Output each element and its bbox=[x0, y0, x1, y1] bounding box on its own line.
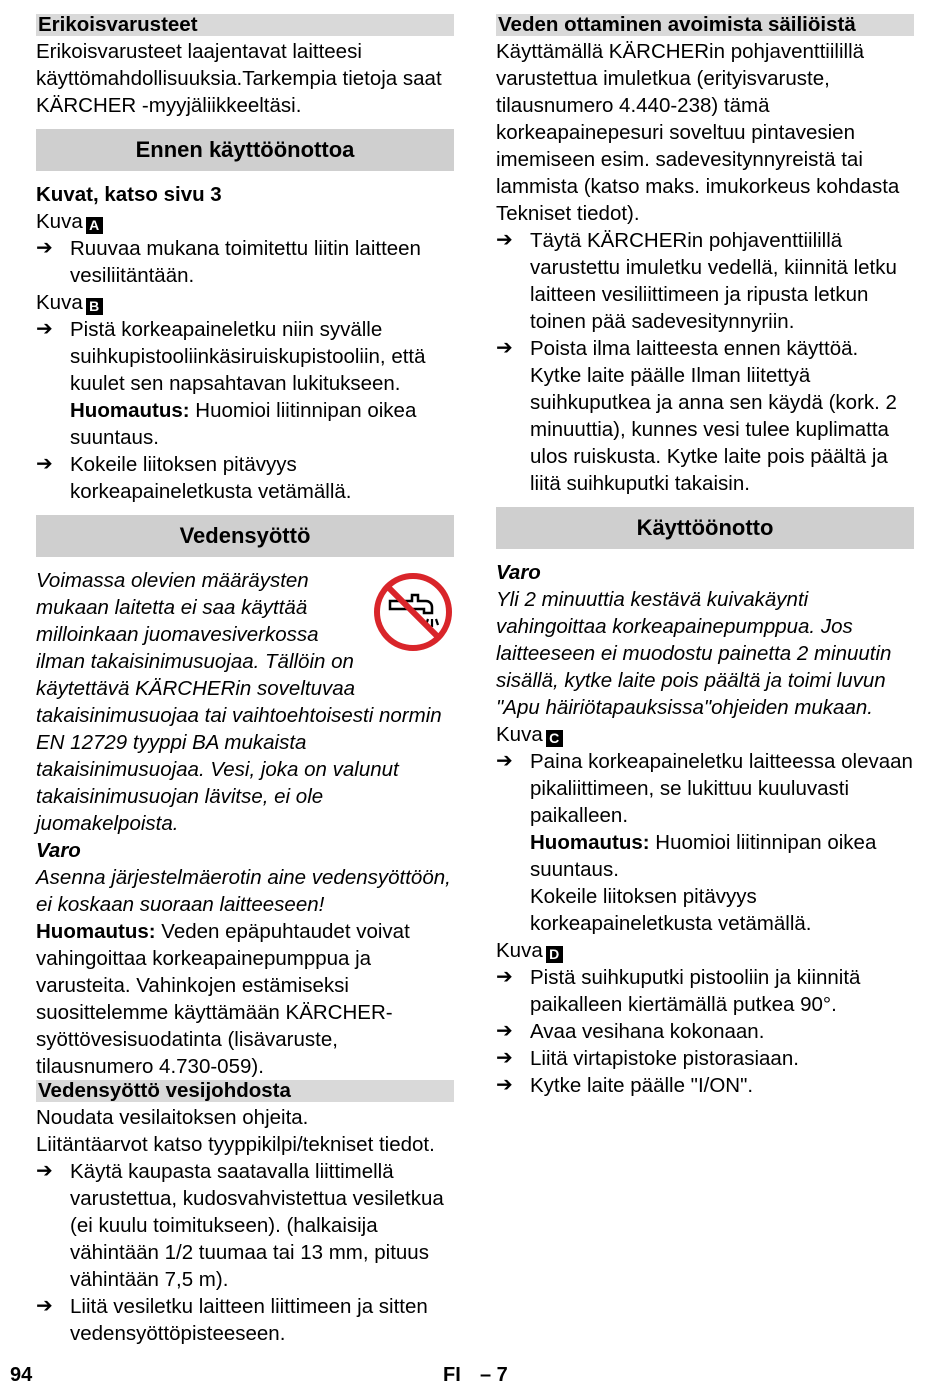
caution-label: Varo bbox=[36, 839, 81, 862]
step-text: Kokeile liitoksen pitävyys korkeapaineletkusta vetämällä. bbox=[70, 453, 352, 503]
note-label: Huomautus: bbox=[530, 831, 650, 854]
figure-label: Kuva bbox=[496, 723, 543, 746]
note bbox=[530, 829, 914, 883]
kayttoonotto-heading: Käyttöönotto bbox=[496, 507, 914, 549]
figure-b-reference bbox=[36, 289, 454, 316]
right-column bbox=[496, 14, 914, 1099]
note-label: Huomautus: bbox=[70, 399, 190, 422]
list-item bbox=[36, 451, 454, 505]
arrow-icon: ➔ bbox=[496, 1047, 513, 1069]
vesijohdosta-title: Vedensyöttö vesijohdosta bbox=[36, 1080, 454, 1102]
list-item bbox=[496, 748, 914, 937]
list-item bbox=[496, 1072, 914, 1099]
images-reference: Kuvat, katso sivu 3 bbox=[36, 183, 222, 206]
figure-a-reference bbox=[36, 208, 454, 235]
footer-section: FI bbox=[443, 1364, 461, 1386]
figure-c-badge: C bbox=[546, 730, 563, 747]
no-drinking-water-icon bbox=[372, 571, 454, 653]
arrow-icon: ➔ bbox=[496, 966, 513, 988]
list-item bbox=[36, 235, 454, 289]
note-text: Huomioi liitinnipan oikea suuntaus. bbox=[70, 399, 417, 449]
figure-label: Kuva bbox=[36, 291, 83, 314]
note-label: Huomautus: bbox=[36, 920, 156, 943]
step-text: Liitä vesiletku laitteen liittimeen ja sitten vedensyöttöpisteeseen. bbox=[70, 1295, 428, 1345]
arrow-icon: ➔ bbox=[496, 337, 513, 359]
step-text: Pistä suihkuputki pistooliin ja kiinnitä paikalleen kiertämällä putkea 90°. bbox=[530, 966, 861, 1016]
arrow-icon: ➔ bbox=[496, 1074, 513, 1096]
figure-label: Kuva bbox=[496, 939, 543, 962]
erikoisvarusteet-title: Erikoisvarusteet bbox=[36, 14, 454, 36]
caution-text: Asenna järjestelmäerotin aine vedensyöttöön, ei koskaan suoraan laitteeseen! bbox=[36, 866, 451, 916]
step-text: Pistä korkeapaineletku niin syvälle suihkupistooliinkäsiruiskupistooliin, että kuulet sen napsahtavan lukitukseen. bbox=[70, 318, 426, 395]
paragraph: Liitäntäarvot katso tyyppikilpi/tekniset tiedot. bbox=[36, 1133, 435, 1156]
erikoisvarusteet-text: Erikoisvarusteet laajentavat laitteesi käyttömahdollisuuksia.Tarkempia tietoja saat KÄRCHER -myyjäliikkeeltäsi. bbox=[36, 40, 442, 117]
arrow-icon: ➔ bbox=[36, 453, 53, 475]
arrow-icon: ➔ bbox=[36, 318, 53, 340]
figure-c-reference bbox=[496, 721, 914, 748]
step-text: Kytke laite päälle "I/ON". bbox=[530, 1074, 754, 1097]
list-item bbox=[36, 1293, 454, 1347]
list-item bbox=[36, 1158, 454, 1293]
vedensyotto-heading: Vedensyöttö bbox=[36, 515, 454, 557]
list-item bbox=[496, 1045, 914, 1072]
list-item bbox=[496, 964, 914, 1018]
step-text: Avaa vesihana kokonaan. bbox=[530, 1020, 765, 1043]
ennen-heading: Ennen käyttöönottoa bbox=[36, 129, 454, 171]
figure-label: Kuva bbox=[36, 210, 83, 233]
step-text: Käytä kaupasta saatavalla liittimellä varustettua, kudosvahvistettua vesiletkua (ei kuulu toimitukseen). (halkaisija vähintään 1/2 tuumaa tai 13 mm, pituus vähintään 7,5 m). bbox=[70, 1160, 444, 1291]
step-text: Liitä virtapistoke pistorasiaan. bbox=[530, 1047, 799, 1070]
vedensyotto-warning: Voimassa olevien määräysten mukaan laitetta ei saa käyttää milloinkaan juomavesiverkossa ilman takaisinimusuojaa. Tällöin on käytettävä KÄRCHERin soveltuvaa takaisinimusuojaa tai vaihtoehtoisesti normin EN 12729 tyyppi BA mukaista takaisinimusuojaa. Vesi, joka on valunut takaisinimusuojan lävitse, ei ole juomakelpoista. bbox=[36, 569, 442, 835]
note bbox=[70, 397, 454, 451]
figure-d-badge: D bbox=[546, 946, 563, 963]
arrow-icon: ➔ bbox=[36, 237, 53, 259]
list-item bbox=[496, 227, 914, 335]
note-text: Huomioi liitinnipan oikea suuntaus. bbox=[530, 831, 877, 881]
page-number: 94 bbox=[10, 1364, 33, 1386]
paragraph: Noudata vesilaitoksen ohjeita. bbox=[36, 1106, 309, 1129]
note bbox=[36, 918, 454, 1080]
caution-label: Varo bbox=[496, 561, 541, 584]
list-item bbox=[36, 316, 454, 451]
arrow-icon: ➔ bbox=[496, 1020, 513, 1042]
avoimista-title: Veden ottaminen avoimista säiliöistä bbox=[496, 14, 914, 36]
note-2: Kokeile liitoksen pitävyys korkeapaineletkusta vetämällä. bbox=[530, 885, 812, 935]
list-item bbox=[496, 335, 914, 497]
step-text: Täytä KÄRCHERin pohjaventtiilillä varustettu imuletku vedellä, kiinnitä letku laitteen vesiliittimeen ja ripusta letkun toinen pää sadevesitynnyriin. bbox=[530, 229, 897, 333]
step-text: Ruuvaa mukana toimitettu liitin laitteen vesiliitäntään. bbox=[70, 237, 421, 287]
footer-sub-page: – 7 bbox=[480, 1364, 508, 1386]
list-item bbox=[496, 1018, 914, 1045]
step-text: Paina korkeapaineletku laitteessa olevaan pikaliittimeen, se lukittuu kuuluvasti paikalleen. bbox=[530, 750, 913, 827]
arrow-icon: ➔ bbox=[36, 1295, 53, 1317]
arrow-icon: ➔ bbox=[496, 229, 513, 251]
caution-text: Yli 2 minuuttia kestävä kuivakäynti vahingoittaa korkeapainepumppua. Jos laitteeseen ei muodostu painetta 2 minuutin sisällä, kytke laite pois päältä ja toimi luvun "Apu häiriötapauksissa"ohjeiden mukaan. bbox=[496, 588, 892, 719]
figure-b-badge: B bbox=[86, 298, 103, 315]
note-text: Veden epäpuhtaudet voivat vahingoittaa korkeapainepumppua ja varusteita. Vahinkojen estämiseksi suosittelemme käyttämään KÄRCHER-syöttövesisuodatinta (lisävaruste, tilausnumero 4.730-059). bbox=[36, 920, 410, 1078]
avoimista-text: Käyttämällä KÄRCHERin pohjaventtiilillä varustettua imuletkua (erityisvaruste, tilausnumero 4.440-238) tämä korkeapainepesuri soveltuu pintavesien imemiseen esim. sadevesitynnyreistä tai lammista (katso maks. imukorkeus kohdasta Tekniset tiedot). bbox=[496, 40, 900, 225]
arrow-icon: ➔ bbox=[36, 1160, 53, 1182]
figure-a-badge: A bbox=[86, 217, 103, 234]
arrow-icon: ➔ bbox=[496, 750, 513, 772]
left-column bbox=[36, 14, 454, 1347]
step-text: Poista ilma laitteesta ennen käyttöä. Kytke laite päälle Ilman liitettyä suihkuputkea ja anna sen käydä (kork. 2 minuuttia), kunnes vesi tulee kuplimatta ulos ruiskusta. Kytke laite pois päältä ja liitä suihkuputki takaisin. bbox=[530, 337, 897, 495]
figure-d-reference bbox=[496, 937, 914, 964]
